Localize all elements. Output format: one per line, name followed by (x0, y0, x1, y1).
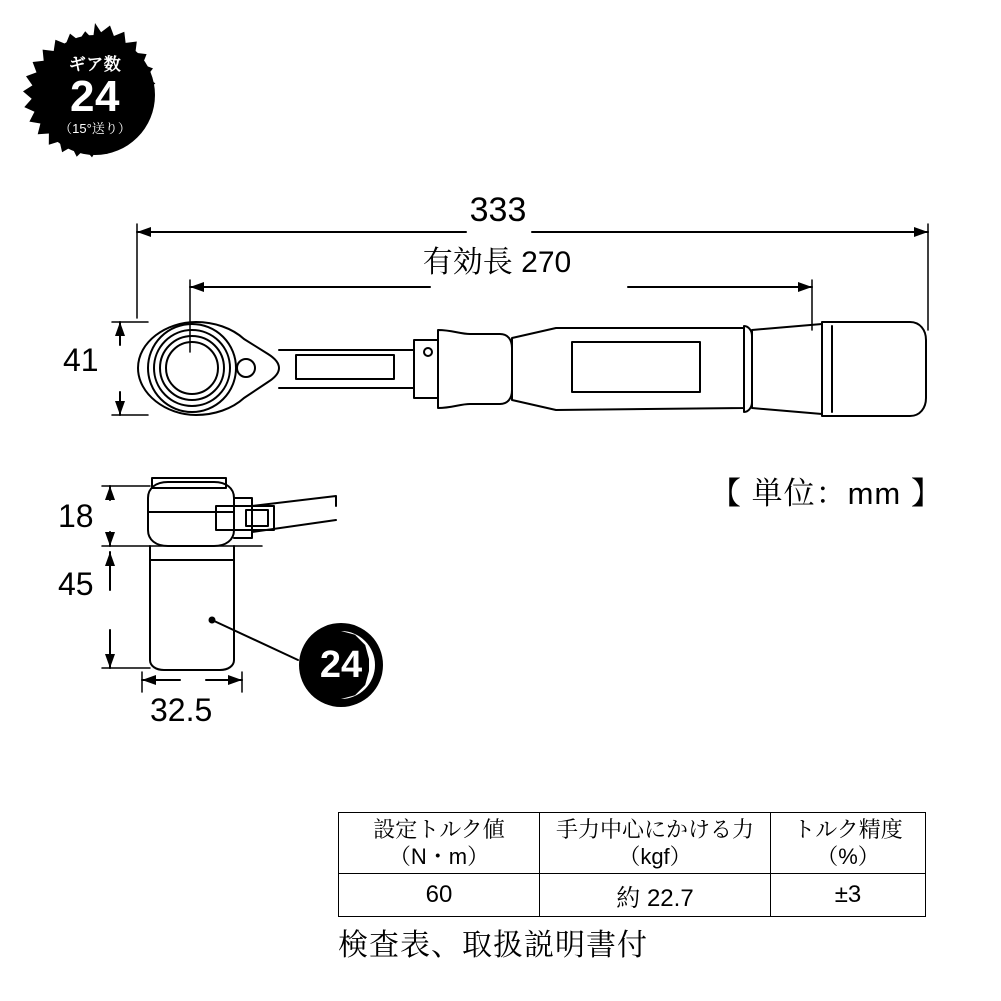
header-hand-force: 手力中心にかける力 （kgf） (540, 813, 771, 874)
gear-count-label: ギア数 (68, 54, 122, 74)
cell-hand-force: 約 22.7 (540, 874, 771, 917)
socket-size-stamp (298, 622, 384, 708)
dodecagon-socket-icon (298, 622, 384, 708)
gear-count-number: 24 (70, 71, 120, 121)
spec-table (338, 812, 926, 917)
label-effective-length: 有効長 270 (422, 246, 572, 279)
label-socket-height: 45 (58, 566, 94, 602)
header-torque-setting: 設定トルク値 （N・m） (339, 813, 540, 874)
cell-torque-accuracy: ±3 (771, 874, 926, 917)
socket-size-number: 24 (319, 643, 363, 686)
label-unit-note: 【 単位：mm 】 (710, 476, 943, 511)
table-row (339, 874, 926, 917)
header-torque-accuracy: トルク精度 （%） (771, 813, 926, 874)
label-head-height: 41 (63, 342, 99, 378)
wrench-side-view (138, 322, 926, 416)
dimension-head-height (112, 322, 148, 415)
label-socket-width: 32.5 (150, 692, 213, 728)
footer-note: 検査表、取扱説明書付 (338, 929, 648, 962)
cell-torque-setting: 60 (339, 874, 540, 917)
table-header-row (339, 813, 926, 874)
dimension-effective-length (190, 280, 812, 352)
gear-count-sublabel: （15°送り） (59, 120, 131, 136)
label-head-thickness: 18 (58, 498, 94, 534)
label-total-length: 333 (469, 191, 527, 229)
